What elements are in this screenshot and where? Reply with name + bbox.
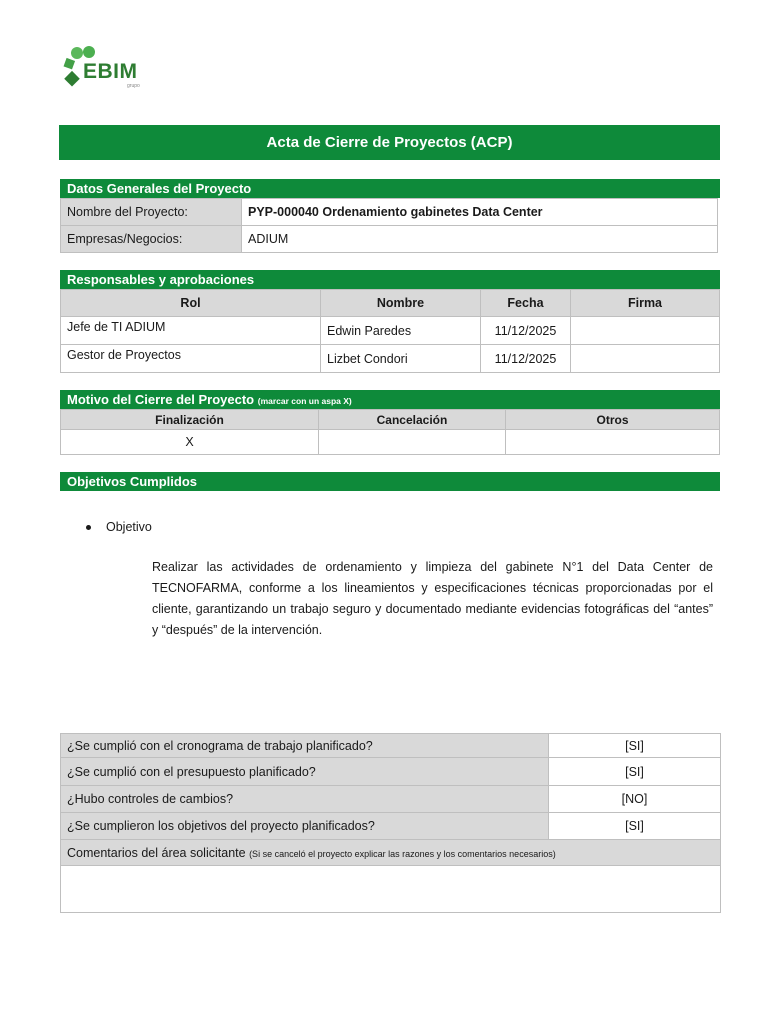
fecha-cell: 11/12/2025 (481, 317, 571, 345)
datos-generales-table (60, 198, 718, 253)
objective-bullet (86, 520, 152, 534)
section-heading-motivo (60, 390, 720, 409)
project-name-value: PYP-000040 Ordenamiento gabinetes Data Center (242, 199, 718, 226)
nombre-cell: Lizbet Condori (321, 345, 481, 373)
table-row (61, 430, 720, 455)
fecha-cell: 11/12/2025 (481, 345, 571, 373)
finalizacion-mark: X (61, 430, 319, 455)
objective-bullet-label: Objetivo (106, 520, 152, 534)
table-header-row (61, 290, 720, 317)
bullet-icon (86, 525, 91, 530)
table-header-row (61, 410, 720, 430)
table-row (61, 840, 721, 866)
checklist-question: ¿Se cumplieron los objetivos del proyecto planificados? (61, 813, 549, 840)
firma-cell (571, 317, 720, 345)
column-header-fecha: Fecha (481, 290, 571, 317)
firma-cell (571, 345, 720, 373)
comments-note: (Si se canceló el proyecto explicar las razones y los comentarios necesarios) (249, 848, 556, 859)
checklist-question: ¿Se cumplió con el presupuesto planificado? (61, 758, 549, 786)
column-header-rol: Rol (61, 290, 321, 317)
table-row (61, 199, 718, 226)
table-row (61, 813, 721, 840)
table-row (61, 226, 718, 253)
table-row (61, 786, 721, 813)
section-heading-responsables: Responsables y aprobaciones (60, 270, 720, 289)
column-header-otros: Otros (506, 410, 720, 430)
company-logo (63, 45, 153, 93)
table-row (61, 758, 721, 786)
section-heading-objetivos: Objetivos Cumplidos (60, 472, 720, 491)
rol-cell: Gestor de Proyectos (61, 345, 321, 373)
nombre-cell: Edwin Paredes (321, 317, 481, 345)
column-header-finalizacion: Finalización (61, 410, 319, 430)
column-header-cancelacion: Cancelación (319, 410, 506, 430)
checklist-answer: [NO] (549, 786, 721, 813)
table-row (61, 345, 720, 373)
checklist-answer: [SI] (549, 734, 721, 758)
motivo-table (60, 409, 720, 455)
checklist-answer: [SI] (549, 758, 721, 786)
document-title: Acta de Cierre de Proyectos (ACP) (59, 125, 720, 160)
motivo-heading-note: (marcar con un aspa X) (257, 396, 352, 406)
project-name-label: Nombre del Proyecto: (61, 199, 242, 226)
cancelacion-mark (319, 430, 506, 455)
motivo-heading-text: Motivo del Cierre del Proyecto (67, 392, 255, 407)
otros-mark (506, 430, 720, 455)
table-row (61, 866, 721, 913)
checklist-table (60, 733, 721, 913)
column-header-nombre: Nombre (321, 290, 481, 317)
table-row (61, 734, 721, 758)
comments-header (61, 840, 721, 866)
responsables-table (60, 289, 720, 373)
checklist-question: ¿Hubo controles de cambios? (61, 786, 549, 813)
rol-cell: Jefe de TI ADIUM (61, 317, 321, 345)
logo-tagline: grupo (127, 83, 140, 89)
business-value: ADIUM (242, 226, 718, 253)
checklist-question: ¿Se cumplió con el cronograma de trabajo planificado? (61, 734, 549, 758)
logo-text: EBIM (83, 60, 138, 83)
section-heading-datos-generales: Datos Generales del Proyecto (60, 179, 720, 198)
table-row (61, 317, 720, 345)
objective-description: Realizar las actividades de ordenamiento y limpieza del gabinete N°1 del Data Center de TECNOFARMA, conforme a los lineamientos y especificaciones técnicas proporcionadas por el cliente, garantizando un trabajo seguro y documentado mediante evidencias fotográficas del “antes” y “después” de la intervención. (152, 560, 713, 637)
comments-value (61, 866, 721, 913)
business-label: Empresas/Negocios: (61, 226, 242, 253)
checklist-answer: [SI] (549, 813, 721, 840)
column-header-firma: Firma (571, 290, 720, 317)
comments-label: Comentarios del área solicitante (67, 845, 246, 860)
